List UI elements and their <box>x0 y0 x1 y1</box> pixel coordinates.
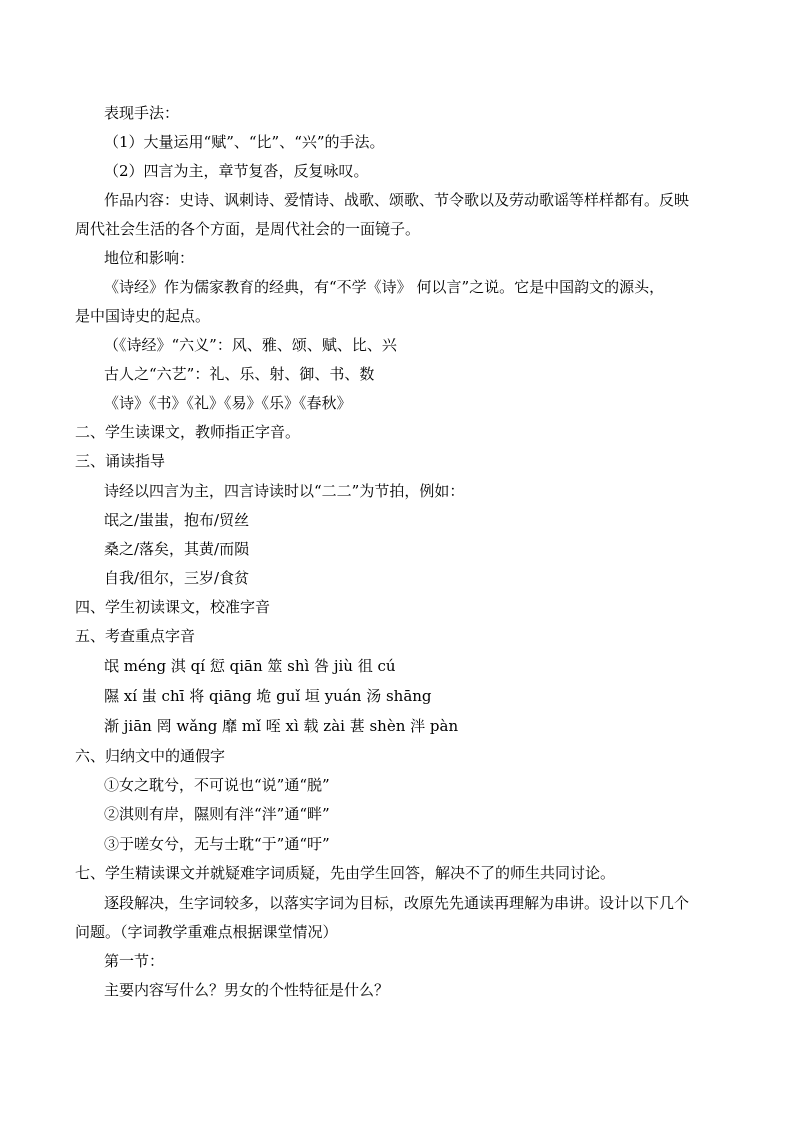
section-7-line-2: 问题。（字词教学重难点根据课堂情况） <box>75 923 338 941</box>
heading-status-influence: 地位和影响： <box>104 249 195 267</box>
technique-item-2: （2）四言为主，章节复沓，反复咏叹。 <box>104 162 369 180</box>
technique-item-1: （1）大量运用“赋”、“比”、“兴”的手法。 <box>104 133 385 151</box>
loanword-item-2: ②淇则有岸，隰则有泮“泮”通“畔” <box>104 805 330 823</box>
six-arts-line: 古人之“六艺”：礼、乐、射、御、书、数 <box>104 365 375 383</box>
six-principles-line: （《诗经》“六义”：风、雅、颂、赋、比、兴 <box>104 336 397 354</box>
heading-expression-technique: 表现手法： <box>104 104 180 122</box>
section-2-heading: 二、学生读课文，教师指正字音。 <box>75 423 301 441</box>
section-7-heading: 七、学生精读课文并就疑难字词质疑，先由学生回答，解决不了的师生共同讨论。 <box>75 864 616 882</box>
recitation-example-2: 桑之/落矣，其黄/而陨 <box>104 540 250 558</box>
recitation-example-1: 氓之/蚩蚩，抱布/贸丝 <box>104 511 250 529</box>
recitation-example-3: 自我/徂尔，三岁/食贫 <box>104 569 250 587</box>
section-6-heading: 六、归纳文中的通假字 <box>75 747 226 765</box>
loanword-item-1: ①女之耽兮，不可说也“说”通“脱” <box>104 776 330 794</box>
section-3-heading: 三、诵读指导 <box>75 452 166 470</box>
work-content-line-2: 周代社会生活的各个方面，是周代社会的一面镜子。 <box>75 220 421 238</box>
six-classics-line: 《诗》《书》《礼》《易》《乐》《春秋》 <box>104 394 352 412</box>
section-5-heading: 五、考查重点字音 <box>75 627 196 645</box>
pronunciation-line-3: 渐 jiān 罔 wǎng 靡 mǐ 咥 xì 载 zài 葚 shèn 泮 pàn <box>104 717 459 735</box>
status-line-1: 《诗经》作为儒家教育的经典，有“不学《诗》 何以言”之说。它是中国韵文的源头， <box>104 278 665 296</box>
section-7-line-1: 逐段解决，生字词较多，以落实字词为目标，改原先先通读再理解为串讲。设计以下几个 <box>104 894 690 912</box>
status-line-2: 是中国诗史的起点。 <box>75 307 211 325</box>
work-content-line-1: 作品内容：史诗、讽刺诗、爱情诗、战歌、颂歌、节令歌以及劳动歌谣等样样都有。反映 <box>104 191 690 209</box>
first-section-question: 主要内容写什么？男女的个性特征是什么？ <box>104 981 390 999</box>
first-section-label: 第一节： <box>104 952 165 970</box>
pronunciation-line-2: 隰 xí 蚩 chī 将 qiāng 垝 guǐ 垣 yuán 汤 shāng <box>104 687 432 705</box>
recitation-guide-line: 诗经以四言为主，四言诗读时以“二二”为节拍，例如： <box>104 482 465 500</box>
pronunciation-line-1: 氓 méng 淇 qí 愆 qiān 筮 shì 咎 jiù 徂 cú <box>104 657 396 675</box>
section-4-heading: 四、学生初读课文，校准字音 <box>75 598 271 616</box>
loanword-item-3: ③于嗟女兮，无与士耽“于”通“吁” <box>104 835 330 853</box>
